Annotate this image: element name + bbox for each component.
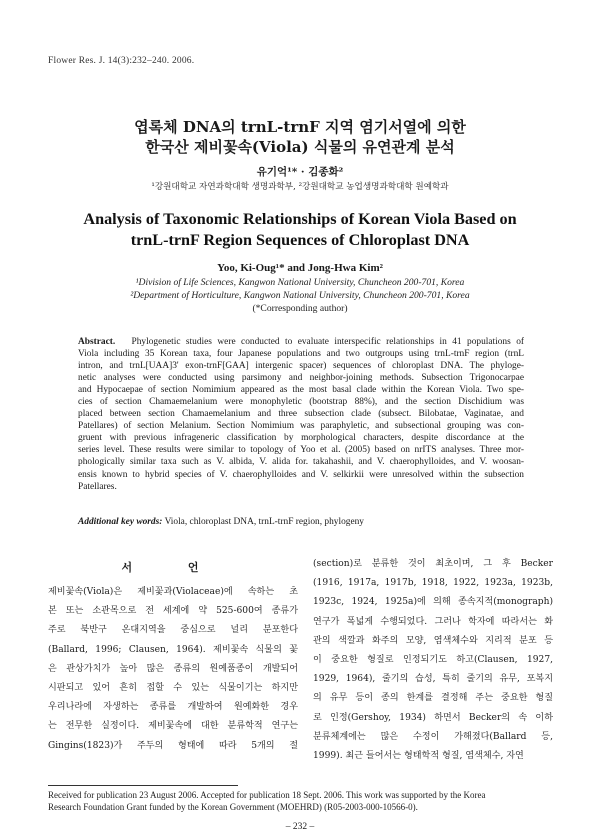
english-affiliation-1: ¹Division of Life Sciences, Kangwon National University, Chuncheon 200-701, Korea	[135, 277, 465, 288]
body-column-left	[48, 583, 298, 756]
abstract-line: Patellares.	[78, 481, 117, 492]
abstract-label: Abstract.	[78, 337, 116, 347]
body-line: 분류체계에는 많은 수정이 가해졌다(Ballard 등,	[313, 731, 553, 742]
body-line: 우리나라에 자생하는 종류를 개발하여 원예화한 경우	[48, 702, 298, 713]
body-line: 관의 색깔과 화주의 모양, 염색체수와 지리적 분포 등	[313, 635, 553, 646]
body-line: (section)로 분류한 것이 최초이며, 그 후 Becker	[313, 559, 553, 569]
abstract-line: netic analyses were conducted using parsimony and neighbor-joining methods. Subsection Trigonocarpae	[78, 373, 524, 384]
abstract-line: cies of section Chamaemelanium were monophyletic (bootstrap 88%), and the section Dischidium was	[78, 397, 524, 408]
body-line: Gingins(1823)가 주두의 형태에 따라 5개의 절	[48, 740, 298, 751]
korean-title-line-2: 한국산 제비꽃속(Viola) 식물의 유연관계 분석	[145, 138, 455, 156]
abstract-line: placed between section Chamaemelanium and three subsection clade (subsect. Bilobatae, Vaginatae, and	[78, 409, 524, 420]
abstract-line: intron, and trnL[UAA]3' exon-trnF[GAA] intergenic spacer) sequences of chloroplast DNA. The phyloge-	[78, 361, 524, 372]
keywords-text: Viola, chloroplast DNA, trnL-trnF region, phylogeny	[164, 517, 364, 527]
keywords	[78, 517, 364, 527]
footnote-line-2: Research Foundation Grant funded by the Korean Government (MOEHRD) (R05-2003-000-10566-0).	[48, 802, 418, 812]
corresponding-author-note: (*Corresponding author)	[252, 303, 348, 314]
abstract	[78, 336, 524, 493]
english-authors: Yoo, Ki-Oug¹* and Jong-Hwa Kim²	[217, 262, 383, 274]
body-line: (Ballard, 1996; Clausen, 1964). 제비꽃속 식물의 꽃	[48, 644, 298, 655]
body-line: 시판되고 있어 흔히 접할 수 있는 식물이기는 하지만	[48, 682, 298, 693]
korean-affiliation: ¹강원대학교 자연과학대학 생명과학부, ²강원대학교 농업생명과학대학 원예학과	[151, 182, 449, 192]
body-line: 의 유무 등이 종의 한계를 결정해 주는 중요한 형질	[313, 693, 553, 704]
abstract-line: Viola including 35 Korean taxa, four Japanese populations and two outgroups using trnL-trnF region (trnL	[78, 349, 524, 360]
abstract-line: gruent with previous infrageneric classification by morphological characters, despite discordance at the	[78, 433, 524, 444]
body-line: 주로 북반구 온대지역을 중심으로 널리 분포한다	[48, 625, 298, 636]
journal-citation: Flower Res. J. 14(3):232–240. 2006.	[48, 56, 195, 66]
section-heading: 서 언	[121, 561, 225, 574]
abstract-line-1: Abstract. Phylogenetic studies were conducted to evaluate interspecific relationships in 41 populations of	[78, 337, 524, 347]
abstract-line: and Hypocaepae of section Nomimium appeared as the most basal clade within the Korean Viola. Two spe-	[78, 385, 524, 396]
body-line: 본 또는 소관목으로 전 세계에 약 525-600여 종류가	[48, 606, 298, 617]
abstract-line: series level. These results were similar to topology of Yoo et al. (2005) based on nrITS analyses. Three mor-	[78, 445, 524, 456]
abstract-line: phologically similar taxa such as V. albida, V. alida for. takahashii, and V. chaerophylloides, and V. woosan-	[78, 457, 524, 468]
body-line: (1916, 1917a, 1917b, 1918, 1922, 1923a, 1923b,	[313, 578, 553, 589]
english-affiliation-2: ²Department of Horticulture, Kangwon National University, Chuncheon 200-701, Korea	[130, 290, 470, 301]
body-line: 제비꽃속(Viola)은 제비꽃과(Violaceae)에 속하는 초	[48, 587, 298, 597]
body-line: 1929, 1964), 줄기의 습성, 특히 줄기의 유무, 포복지	[313, 674, 553, 685]
body-line: 연구가 폭넓게 수행되었다. 그러나 학자에 따라서는 화	[313, 616, 553, 627]
body-line: 1999). 최근 들어서는 형태학적 형질, 염색체수, 자연	[313, 750, 524, 761]
page-number: – 232 –	[285, 822, 315, 832]
body-line: 은 관상가치가 높아 많은 종류의 원예품종이 개발되어	[48, 663, 298, 674]
body-column-right	[313, 555, 553, 766]
abstract-line: ensis known to hybrid species of V. chaerophylloides and V. selkirkii were unresolved within the subsection	[78, 469, 524, 480]
footnote-line-1: Received for publication 23 August 2006. Accepted for publication 18 Sept. 2006. This work was supported by the Korea	[48, 790, 486, 800]
footnote-divider	[48, 785, 238, 786]
body-line: 이 중요한 형질로 인정되기도 하고(Clausen, 1927,	[313, 654, 553, 665]
keywords-label: Additional key words:	[78, 517, 163, 527]
english-title-line-2: trnL-trnF Region Sequences of Chloroplast DNA	[130, 231, 470, 249]
korean-title-line-1: 엽록체 DNA의 trnL-trnF 지역 염기서열에 의한	[134, 118, 466, 136]
english-title-line-1: Analysis of Taxonomic Relationships of Korean Viola Based on	[83, 210, 517, 228]
footnote	[48, 789, 554, 813]
body-line: 1923c, 1924, 1925a)에 의해 종속지적(monograph)	[313, 597, 553, 608]
body-line: 로 인정(Gershoy, 1934) 하면서 Becker의 속 이하	[313, 712, 553, 723]
abstract-line: Patellares) of section Melanium. Section Nomimium was paraphyletic, and subsectional grouping was con-	[78, 421, 524, 432]
korean-authors: 유기억¹* · 김종화²	[256, 166, 344, 178]
body-line: 는 전무한 실정이다. 제비꽃속에 대한 분류학적 연구는	[48, 721, 298, 732]
